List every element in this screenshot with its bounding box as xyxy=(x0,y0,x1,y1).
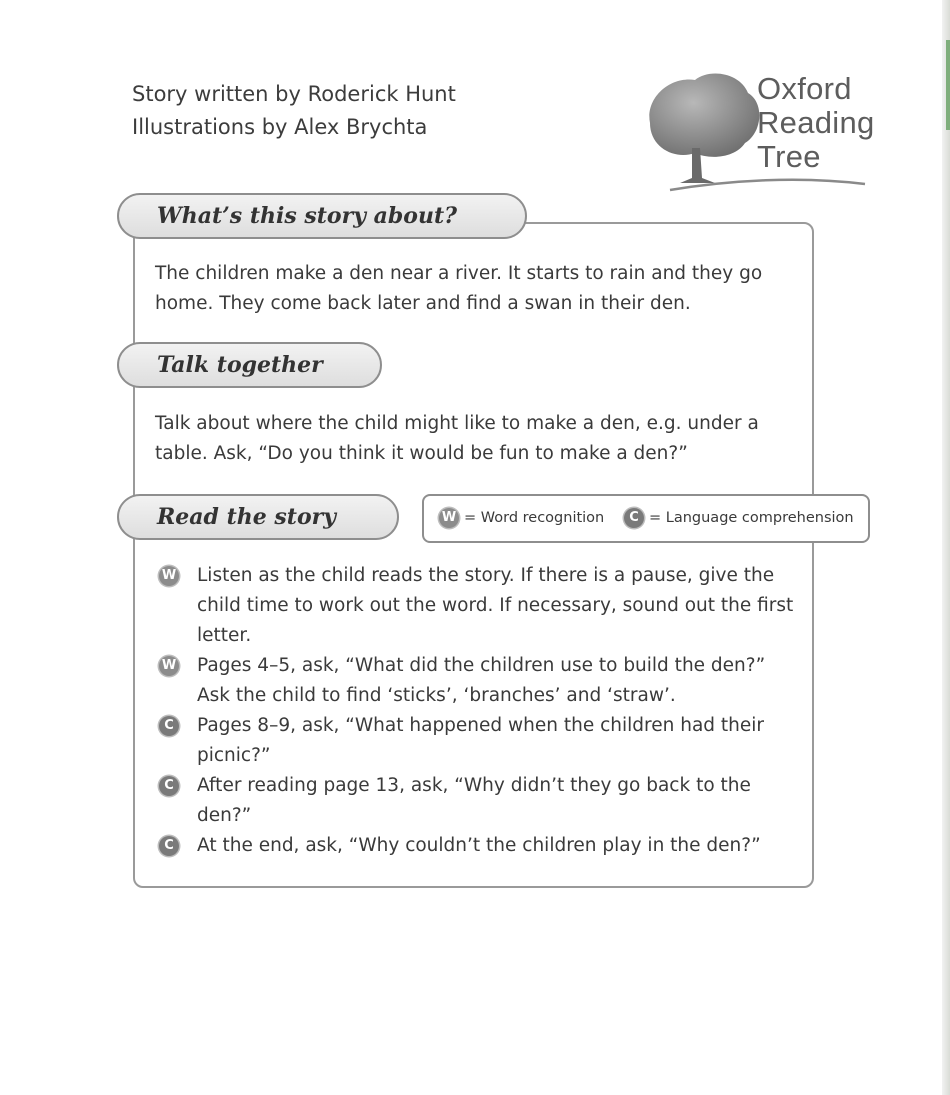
key-language-comprehension xyxy=(624,508,854,528)
story-about-text: The children make a den near a river. It starts to rain and they go home. They come back later and find a swan in their den. xyxy=(155,263,763,314)
illustrator-credit: Illustrations by Alex Brychta xyxy=(132,115,428,139)
heading-story-about xyxy=(117,193,527,239)
list-item-text: After reading page 13, ask, “Why didn’t they go back to the den?” xyxy=(197,775,751,826)
list-item-text: Listen as the child reads the story. If there is a pause, give the child time to work out the word. If necessary, sound out the first letter. xyxy=(197,565,794,646)
key-word-recognition xyxy=(439,508,604,528)
heading-talk-together-text: Talk together xyxy=(157,352,323,378)
logo-line-3: Tree xyxy=(757,139,821,174)
author-credit: Story written by Roderick Hunt xyxy=(132,82,456,106)
language-comprehension-icon: C xyxy=(624,508,644,528)
list-item xyxy=(157,561,797,651)
word-recognition-icon: W xyxy=(439,508,459,528)
word-recognition-icon: W xyxy=(159,656,179,676)
list-item xyxy=(157,711,797,771)
oxford-reading-tree-logo xyxy=(640,68,875,198)
list-item-text: Pages 8–9, ask, “What happened when the children had their picnic?” xyxy=(197,715,765,766)
language-comprehension-icon: C xyxy=(159,776,179,796)
key-word-recognition-label: = Word recognition xyxy=(464,510,605,526)
logo-line-1: Oxford xyxy=(757,71,852,106)
page-tab-marker xyxy=(946,40,950,130)
logo-text xyxy=(757,72,875,174)
list-item-text: Pages 4–5, ask, “What did the children use to build the den?” Ask the child to find ‘sticks’, ‘branches’ and ‘straw’. xyxy=(197,655,766,706)
heading-read-story xyxy=(117,494,399,540)
key-language-comprehension-label: = Language comprehension xyxy=(649,510,854,526)
word-recognition-icon: W xyxy=(159,566,179,586)
heading-read-story-text: Read the story xyxy=(157,504,336,530)
heading-story-about-text: What’s this story about? xyxy=(157,203,457,229)
list-item-text: At the end, ask, “Why couldn’t the children play in the den?” xyxy=(197,835,761,856)
list-item xyxy=(157,831,797,861)
credits xyxy=(132,78,456,144)
list-item xyxy=(157,651,797,711)
list-item xyxy=(157,771,797,831)
heading-talk-together xyxy=(117,342,382,388)
language-comprehension-icon: C xyxy=(159,716,179,736)
page-edge xyxy=(942,0,950,1095)
logo-line-2: Reading xyxy=(757,105,875,140)
talk-together-text: Talk about where the child might like to make a den, e.g. under a table. Ask, “Do you think it would be fun to make a den?” xyxy=(155,413,759,464)
reading-prompts-list xyxy=(157,561,797,861)
badge-key xyxy=(422,494,870,543)
language-comprehension-icon: C xyxy=(159,836,179,856)
